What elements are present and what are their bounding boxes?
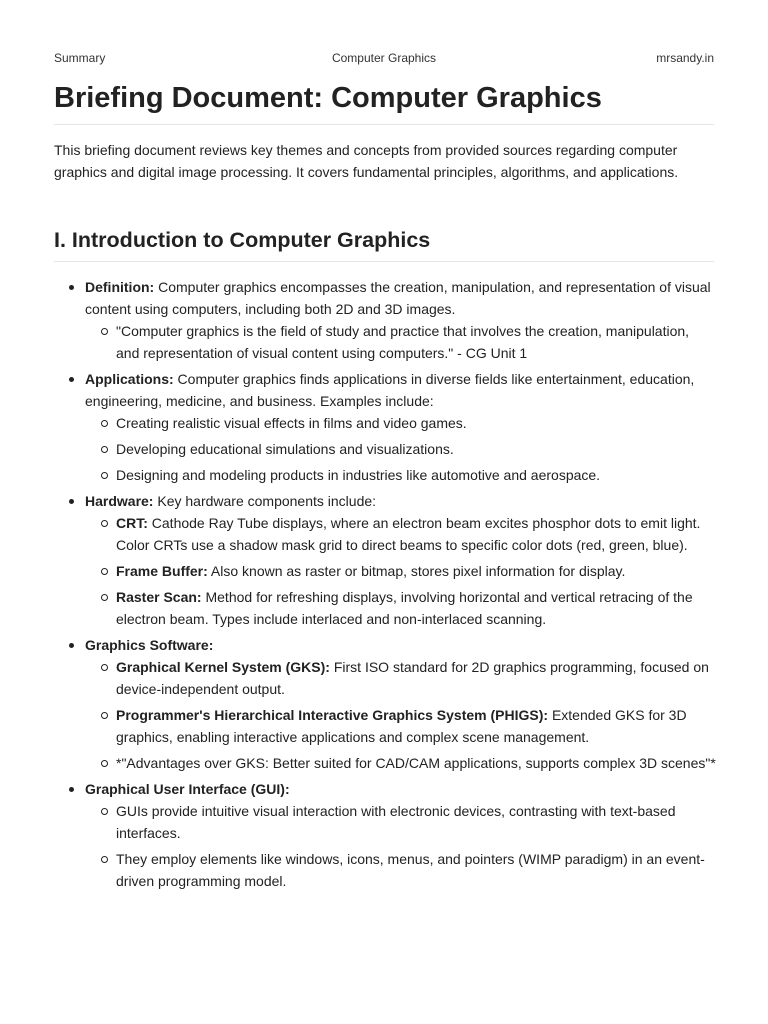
sub-item-label: Programmer's Hierarchical Interactive Graphics System (PHIGS): [116,707,549,723]
sub-list-item [116,412,716,434]
sub-list-item [116,438,716,460]
list-item [85,490,716,630]
sub-item-label: Graphical Kernel System (GKS): [116,659,330,675]
sub-list-item [116,800,716,844]
sub-item-text: First ISO standard for 2D graphics programming, focused on device-independent output. [116,659,709,697]
sub-item-text: *"Advantages over GKS: Better suited for CAD/CAM applications, supports complex 3D scenes"* [116,755,716,771]
sub-list-item [116,704,716,748]
sub-item-text: Creating realistic visual effects in films and video games. [116,415,467,431]
sub-item-text: Extended GKS for 3D graphics, enabling interactive applications and complex scene management. [116,707,687,745]
item-text: Computer graphics encompasses the creation, manipulation, and representation of visual content using computers, including both 2D and 3D images. [85,279,711,317]
item-label: Graphics Software: [85,637,214,653]
header-center: Computer Graphics [331,51,437,65]
list-item [85,634,716,774]
list-item [85,368,716,486]
section-content [54,276,716,896]
item-label: Definition: [85,279,155,295]
sub-item-text: Designing and modeling products in industries like automotive and aerospace. [116,467,601,483]
sub-item-text: Method for refreshing displays, involving horizontal and vertical retracing of the electron beam. Types include interlaced and non-interlaced scanning. [116,589,693,627]
item-label: Hardware: [85,493,154,509]
sub-list [85,656,716,774]
item-text: Key hardware components include: [153,493,377,509]
sub-list-item [116,752,716,774]
sub-item-label: CRT: [116,515,148,531]
sub-list-item [116,656,716,700]
item-label: Graphical User Interface (GUI): [85,781,290,797]
sub-item-text: GUIs provide intuitive visual interaction with electronic devices, contrasting with text-based interfaces. [116,803,676,841]
sub-list-item [116,320,716,364]
sub-item-label: Raster Scan: [116,589,202,605]
item-label: Applications: [85,371,174,387]
sub-list-item [116,512,716,556]
sub-list [85,512,716,630]
sub-item-text: They employ elements like windows, icons, menus, and pointers (WIMP paradigm) in an event-driven programming model. [116,851,705,889]
document-title: Briefing Document: Computer Graphics [54,80,714,125]
sub-item-text: Cathode Ray Tube displays, where an electron beam excites phosphor dots to emit light. Color CRTs use a shadow mask grid to direct beams to specific color dots (red, green, blue). [116,515,701,553]
sub-list-item [116,586,716,630]
list-item [85,276,716,364]
sub-item-text: "Computer graphics is the field of study and practice that involves the creation, manipulation, and representation of visual content using computers." - CG Unit 1 [116,323,690,361]
sub-list-item [116,464,716,486]
item-text: Computer graphics finds applications in diverse fields like entertainment, education, engineering, medicine, and business. Examples include: [85,371,695,409]
sub-list [85,412,716,486]
header-left: Summary [54,51,106,65]
sub-list-item [116,848,716,892]
sub-list [85,800,716,892]
sub-item-text: Developing educational simulations and visualizations. [116,441,454,457]
section-heading: I. Introduction to Computer Graphics [54,226,714,262]
topic-list [54,276,716,892]
sub-list-item [116,560,716,582]
intro-paragraph: This briefing document reviews key themes and concepts from provided sources regarding computer graphics and digital image processing. It covers fundamental principles, algorithms, and applications. [54,142,679,180]
header-right: mrsandy.in [656,51,714,65]
list-item [85,778,716,892]
sub-item-text: Also known as raster or bitmap, stores pixel information for display. [207,563,626,579]
page-header [54,51,714,67]
sub-item-label: Frame Buffer: [116,563,208,579]
sub-list [85,320,716,364]
